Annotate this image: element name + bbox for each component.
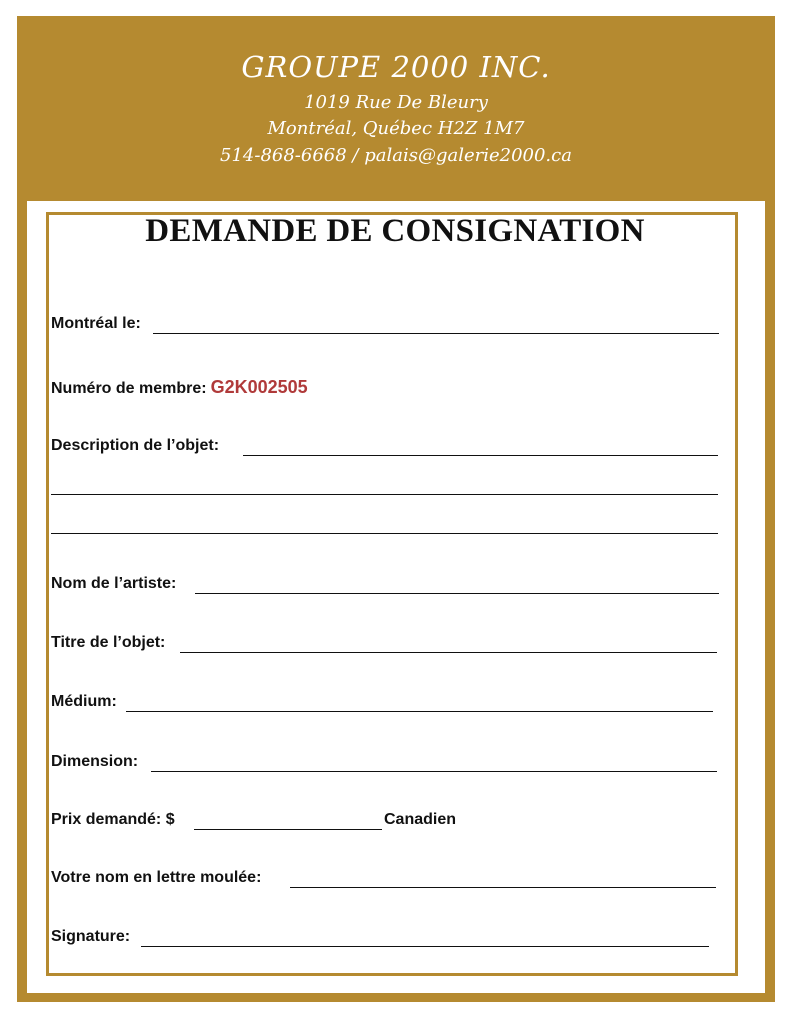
print-name-field-label: Votre nom en lettre moulée: [51,869,262,886]
description-line-1[interactable] [243,455,718,456]
description-line-3[interactable] [51,533,718,534]
medium-field-label: Médium: [51,693,117,710]
dimension-field-label: Dimension: [51,753,139,770]
member-field [51,377,308,398]
address-line-2: Montréal, Québec H2Z 1M7 [267,118,525,139]
price-field-label: Prix demandé: $ [51,811,175,828]
description-field-label: Description de l’objet: [51,437,220,454]
print-name-line[interactable] [290,887,716,888]
company-name: GROUPE 2000 INC. [241,50,551,84]
object-title-line[interactable] [180,652,717,653]
dimension-line[interactable] [151,771,717,772]
document-sheet [17,16,775,1002]
member-number-value: G2K002505 [210,377,308,397]
object-title-field-label: Titre de l’objet: [51,634,166,651]
address-line-1: 1019 Rue De Bleury [304,92,488,113]
price-currency-label: Canadien [384,811,457,828]
letterhead [17,16,775,200]
contact-line: 514-868-6668 / palais@galerie2000.ca [220,145,572,166]
artist-field-label: Nom de l’artiste: [51,575,177,592]
form-frame [46,212,738,976]
member-field-label: Numéro de membre: [51,380,207,397]
signature-line[interactable] [141,946,709,947]
form-title: DEMANDE DE CONSIGNATION [145,213,645,249]
date-line[interactable] [153,333,719,334]
description-line-2[interactable] [51,494,718,495]
date-field-label: Montréal le: [51,315,141,332]
price-line[interactable] [194,829,382,830]
signature-field-label: Signature: [51,928,131,945]
medium-line[interactable] [126,711,713,712]
artist-line[interactable] [195,593,719,594]
